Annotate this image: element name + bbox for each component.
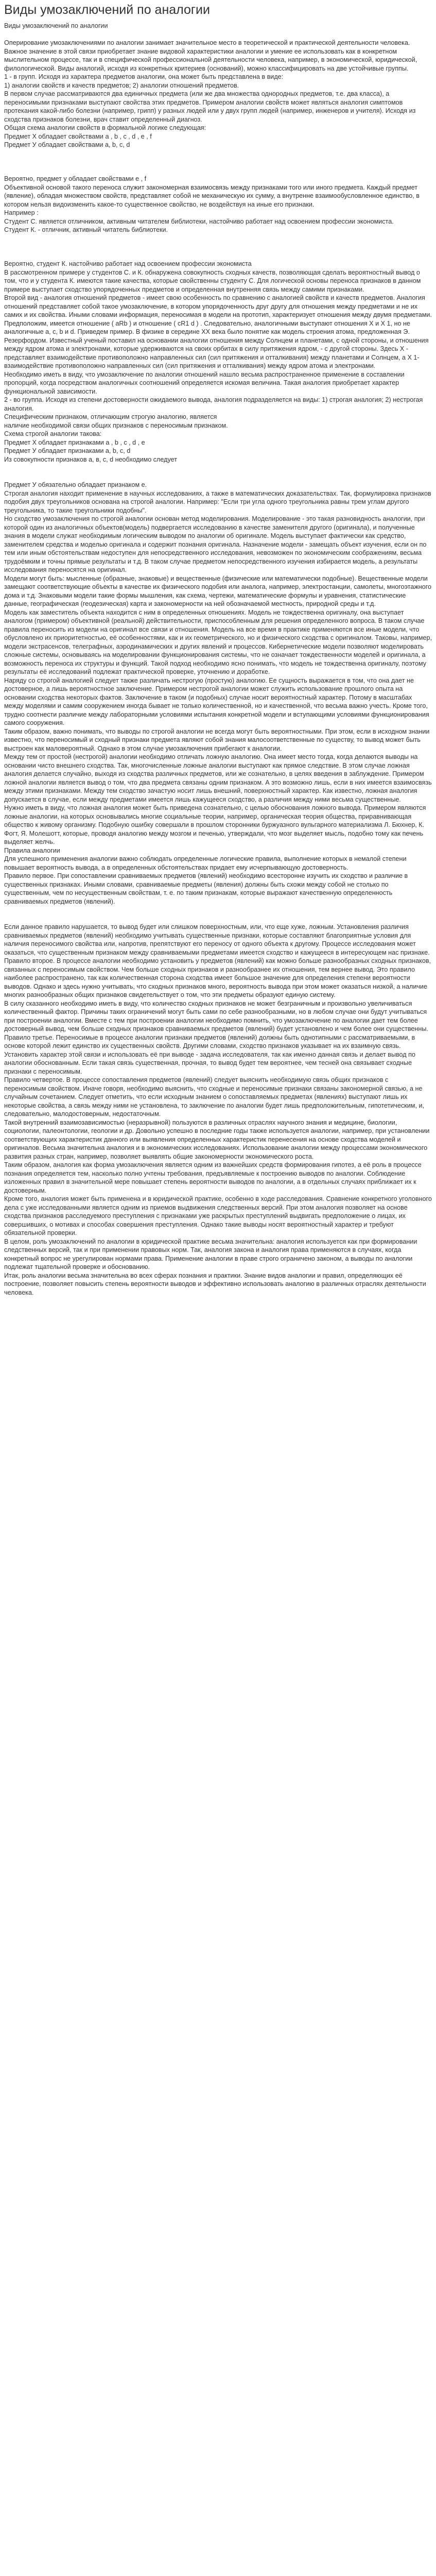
- paragraph: Такой внутренний взаимозависимостью (неразрывной) пользуются в различных отраслях научного знания и медицине, биологии, социологии, палеонтологии, геологии и др. Довольно успешно в последние годы также используется аналогии, например, при установлении соответствующих характеристик данного или выявления определенных характеристик перенесения на основе сходства моделей и оригиналов. Весьма значительна аналогия и в экономических исследованиях. Использование аналогии между процессами экономического развития разных стран, например, позволяет выявлять общие закономерности экономического роста.: [4, 1118, 430, 1160]
- paragraph: Предмет У обладает свойствами a, b, c, d: [4, 141, 130, 148]
- paragraph: Схема строгой аналогии такова:: [4, 430, 102, 437]
- paragraph: Предмет У обязательно обладает признаком е.: [4, 481, 147, 488]
- paragraph: В рассмотренном примере у студентов С. и К. обнаружена совокупность сходных качеств, позволяющая сделать вероятностный вывод о том, что и у студента К. имеются такие качества, которые свойственны студенту С. Для логической основы переноса признаков в данном примере выступает сходство упорядоченных предметов и определенная внутренняя связь между самими признаками.: [4, 268, 421, 293]
- paragraph: В первом случае рассматриваются два единичных предмета (или же два множества однородных предметов, т.е. два класса), а переносимыми признаками выступают свойства этих предметов. Примером аналогии свойств может являться аналогия симптомов протекания какой-либо болезни (например, грипп) у разных людей или у двух групп людей (например, инженеров и учителя). Исходя из сходства признаков болезни, врач ставит определенный диагноз.: [4, 90, 416, 123]
- paragraph: [4, 166, 432, 175]
- page-title: Виды умозаключений по аналогии: [4, 3, 210, 17]
- paragraph: [4, 243, 432, 251]
- paragraph: Но сходство умозаключения по строгой аналогии основан метод моделирования. Моделирование - это такая разновидность аналогии, при которой один из аналогичных объектов(модель) подвергается исследованию в качестве заменителя другого (оригинала), и полученные знания в модели служат необходимым логическим выводом по аналогии об оригинале. Модель выступает фактически как средство, заменителем средства и моделью оригинала и содержит познания оригинала. Назначение модели - замещать объект изучения, если он по тем или иным обстоятельствам недоступен для непосредственного исследования, невозможен по экономическим соображениям, весьма трудоёмким и точны прямые результаты и т.д. В таком случае предметом непосредственного изучения избирается модель, а результаты исследования переносятся на оригинал.: [4, 515, 427, 573]
- paragraph: Строгая аналогия находит применение в научных исследованиях, а также в математических доказательствах. Так, формулировка признаков подобия двух треугольников основана на строгой аналогии. Например: "Если три угла одного треугольника равны трем углам другого треугольника, то такие треугольники подобны".: [4, 489, 431, 514]
- paragraph: Нужно иметь в виду, что ложная аналогия может быть приведена сознательно, с целью обоснования ложного вывода. Примером являются ложные аналогии, на которых основывались многие социальные теории, например, органическая теория общества, приравнивающая общество к живому организму. Подобную ошибку совершали в прошлом сторонники буржуазного вульгарного материализма Л. Бюхнер, К. Фогт, Я. Молешотт, которые, проводя аналогию между мозгом и печенью, утверждали, что мозг выделяет мысль, подобно тому как печень выделяет желчь.: [4, 804, 426, 845]
- paragraph: [4, 906, 432, 914]
- paragraph: Таким образом, аналогия как форма умозаключения является одним из важнейших средств формирования гипотез, а её роль в процессе познания определяется тем, насколько полно учтены требования, предъявляемые к построению выводов по аналогии. Соблюдение изложенных правил в значительной мере повышает степень вероятности выводов по аналогии, а в отдельных случаях приближает их к достоверным.: [4, 1161, 422, 1194]
- paragraph: наличие необходимой связи общих признаков с переносимым признаком.: [4, 421, 228, 429]
- paragraph: В силу сказанного необходимо иметь в виду, что количество сходных признаков не может безграничным и произвольно увеличиваться количественный фактор. Причины таких ограничений могут быть сами по себе разнообразными, но в любом случае они будут учитываться при построении аналогии. Вместе с тем при построении аналогии необходимо помнить, что умозаключение по аналогии дает тем более достоверный вывод, чем больше сходных признаков сравниваемых предметов (явлений) будет установлено и чем более они существенны.: [4, 999, 428, 1032]
- paragraph: [4, 149, 432, 158]
- paragraph: Если данное правило нарушается, то вывод будет или слишком поверхностным, или, что еще хуже, ложным. Установления различия сравниваемых предметов (явлений) необходимо учитывать существенные признаки, которые составляют благоприятные условия для наличия переносимого свойства или, напротив, препятствуют его переносу от одного объекта к другому. Процессе исследования может оказаться, что существенным признаком между сравниваемыми предметами имеется сходство и кажущееся в интересующем нас признаке.: [4, 923, 430, 956]
- paragraph: Таким образом, важно понимать, что выводы по строгой аналогии не всегда могут быть вероятностными. При этом, если в исходном знании известно, что переносимый и сходный признаки предмета являют собой знания малосоответственные по существу, то вывод может быть выстроен как маловероятный. Однако в этом случае умозаключения прибегают к аналогии.: [4, 727, 430, 752]
- paragraph: [4, 472, 432, 481]
- paragraph: 1) аналогии свойств и качеств предметов; 2) аналогии отношений предметов.: [4, 81, 239, 89]
- paragraph: Предмет У обладает признаками a, b, c, d: [4, 447, 131, 454]
- paragraph: Вероятно, студент К. настойчиво работает над освоением профессии экономиста: [4, 260, 252, 267]
- paragraph: [4, 251, 432, 260]
- paragraph: [4, 914, 432, 923]
- paragraph: Специфическим признаком, отличающим строгую аналогию, является: [4, 413, 217, 420]
- paragraph: Студент С. является отличником, активным читателем библиотеки, настойчиво работает над освоением профессии экономиста.: [4, 217, 394, 225]
- paragraph: Модели могут быть: мысленные (образные, знаковые) и вещественные (физические или математически подобные). Вещественные модели замещают соответствующие объекты в качестве их физического подобия или аналога, например, электростанции, самолеты, многоэтажного дома и т.д. Знаковыми модели такие формы мышления, как схема, чертежи, математические формулы и уравнения, статистические данные, географическая (геодезическая) карта и закономерности на ней обозначаемой местность, природной среды и т.д.: [4, 574, 432, 607]
- paragraph: Студент К. - отличник, активный читатель библиотеки.: [4, 226, 168, 233]
- paragraph: Правило второе. В процессе аналогии необходимо установить у предметов (явлений) как можно больше разнообразных сходных признаков, связанных с переносимым свойством. Чем больше сходных признаков и разнообразнее их отношения, тем вернее вывод. Это правило наиболее распространено, так как количественная сторона сходства имеет большое значение для определения степени вероятности выводов. Однако и здесь нужно учитывать, что сходных признаков много, вероятность вывода при этом может оказаться низкой, а наличие многих разнообразных общих признаков свидетельствует о том, что эти предметы образуют единую систему.: [4, 957, 431, 998]
- paragraph: Например :: [4, 209, 39, 216]
- paragraph: Предмет X обладает свойствами a , b , c , d , e , f: [4, 132, 152, 140]
- paragraph: Общая схема аналогии свойств в формальной логике следующая:: [4, 124, 206, 131]
- paragraph: Виды умозаключений по аналогии: [4, 22, 108, 29]
- paragraph: Правило первое. При сопоставлении сравниваемых предметов (явлений) необходимо всесторонне изучить их сходство и различие в существенных признаках. Иными словами, сравниваемые предметы (явления) должны быть схожи между собой не столько по существенным, чем по несущественным свойствам, т. е. по таким признакам, которые выражают качественную определенность сравниваемых предметов (явлений).: [4, 872, 408, 905]
- paragraph: Из совокупности признаков a, в, с, d необходимо следует: [4, 455, 177, 463]
- paragraph: Объективной основой такого переноса служит закономерная взаимосвязь между признаками того или иного предмета. Каждый предмет (явление), обладая множеством свойств, представляет собой не механическую их сумму, а внутренне взаимообусловленное единство, в котором нельзя видоизменить какое-то существенное свойство, не воздействуя на иные его признаки.: [4, 183, 420, 208]
- paragraph: [4, 234, 432, 243]
- paragraph: Правило четвертое. В процессе сопоставления предметов (явлений) следует выяснить необходимую связь общих признаков с переносимым свойством. Иначе говоря, необходимо выяснить, что сходные и переносимые признаки связаны закономерной связью, а не случайным сочетанием. Следует отметить, что если исходным знанием о сопоставляемых предметах (явлениях) выступают лишь их некоторые свойства, а связь между ними не установлена, то заключение по аналогии будет лишь предположительным, гипотетическим, и, следовательно, малодостоверным, недостаточным.: [4, 1076, 424, 1117]
- paragraph: Правило третье. Переносимые в процессе аналогии признаки предметов (явлений) должны быть однотипными с рассматриваемыми, в основе которой лежит единство их существенных свойств. Другими словами, сходство признаков указывает на их взаимную связь. Установить характер этой связи и использовать её при выводе - задача исследователя, так как именно данная связь и делает вывод по аналогии обоснованным. Если такая связь существенная, прочная, то вывод будет тем вероятнее, чем тесней она связывает сходные признаки с переносимым.: [4, 1033, 415, 1075]
- paragraph: Второй вид - аналогия отношений предметов - имеет свою особенность по сравнению с аналогией свойств и качеств предметов. Аналогия отношений представляет собой такое умозаключение, в котором упорядоченность друг другу для отношения между предметами и не их самих и их свойства. Иными словами информация, переносимая в модели на прототип, характеризует отношения между двумя предметами. Предположим, имеется отношение ( aRb ) и отношение ( cR1 d ) . Следовательно, аналогичными выступают отношения X и X 1, но не аналогичные a, c, b и d. Приведем пример. В физике в середине XX века было понятие как модель строения атома, предложенная Э. Резерфордом. Известный ученый поставил на основании аналогии отношения между Солнцем и планетами, с одной стороны, и отношения между ядром атома и электронами, которые удерживаются на своих орбитах в силу притяжения ядром, - с другой стороны. Здесь X - представляет взаимодействие противоположно направленных сил (сил притяжения и отталкивания) между планетами и Солнцем, а X 1-взаимодействие противоположно направленных сил (сил притяжения и отталкивания) между ядром атома и электронами.: [4, 294, 432, 369]
- document-body: [4, 22, 432, 1297]
- paragraph: Необходимо иметь в виду, что умозаключение по аналогии отношений нашло весьма распространенное применение в составлении пропорций, когда посредством аналогичных соотношений определяется искомая величина. Такая аналогия приобретает характер функциональной зависимости.: [4, 370, 405, 395]
- paragraph: Правила аналогии: [4, 846, 60, 854]
- paragraph: Для успешного применения аналогии важно соблюдать определенные логические правила, выполнение которых в немалой степени повышает вероятность вывода, а в определенных обстоятельствах придает ему исчерпывающую достоверность.: [4, 855, 407, 871]
- paragraph: Кроме того, аналогия может быть применена и в юридической практике, особенно в ходе расследования. Сравнение конкретного уголовного дела с уже исследованными является одним из приемов выдвижения следственных версий. При этом аналогия позволяет на основе сходства признаков расследуемого преступления с признаками уже раскрытых преступлений выдвигать предположение о лицах, их совершивших, о мотивах и способах совершения преступления. Однако такие выводы носят вероятностный характер и требуют обязательной проверки.: [4, 1195, 432, 1236]
- paragraph: Оперирование умозаключениями по аналогии занимает значительное место в теоретической и практической деятельности человека. Важное значение в этой связи приобретает знание видовой характеристики аналогии и умение ее использовать как в конкретном мыслительном процессе, так и в специфической профессиональной деятельности человека, например, в экономической, юридической, филологической. Виды аналогий, исходя из конкретных критериев (оснований), можно классифицировать на две устойчивые группы.: [4, 39, 417, 72]
- paragraph: Итак, роль аналогии весьма значительна во всех сферах познания и практики. Знание видов аналогии и правил, определяющих её построение, позволяет повысить степень вероятности выводов и эффективно использовать аналогию в различных отраслях деятельности человека.: [4, 1272, 426, 1296]
- paragraph: [4, 464, 432, 472]
- paragraph: [4, 158, 432, 166]
- paragraph: Модель как заместитель объекта находится с ним в определенных отношениях. Модель не тождественна оригиналу, она выступает аналогом (примером) объективной (реальной) действительности, приспособленным для решения определенного вопроса. В таком случае правила переносить из модели на оригинал все связи и отношения. Модель на все время в практике применяются все иные модели, что обусловлено их приоритетностью, её особенностями, как и их геометрического, но и физического сходства с оригиналом. Таковы, например, модели экстрасенсов, телеграфных, аэродинамических и других явлений и процессов. Кибернетические модели позволяют моделировать сложные системы, основываясь на моделировании функционирования системы, что не означает тождественности моделей и оригинала, а возможность переноса их структуры и функций. Такой подход необходимо ясно понимать, что модель не тождественна оригиналу, поэтому результаты её исследований подлежат практической проверке, уточнению и доработке.: [4, 608, 432, 675]
- paragraph: Вероятно, предмет у обладает свойствами е , f: [4, 175, 147, 182]
- paragraph: Между тем от простой (нестрогой) аналогии необходимо отличать ложную аналогию. Она имеет место тогда, когда делаются выводы на основании чисто внешнего сходства. Так, многочисленные ложные аналогии выступают как прямое следствие. В этом случае ложная аналогия делается случайно, выходя из сходства различных предметов, или же сознательно, в целях введения в заблуждение. Примером ложной аналогии является вывод о том, что два предмета связаны одним признаком. А это возможно лишь, если в них имеется взаимосвязь между этими признаками. Между тем сходство зачастую носит лишь внешний, поверхностный характер. Как известно, ложная аналогия допускается в случае, если между предметами имеется лишь кажущееся сходство, а различия между ними весьма существенные.: [4, 753, 432, 803]
- paragraph: В целом, роль умозаключений по аналогии в юридической практике весьма значительна: аналогия используется как при формировании следственных версий, так и при применении правовых норм. Так, аналогия закона и аналогия права применяются в случаях, когда конкретный вопрос не урегулирован нормами права. Применение аналогии в праве строго ограничено законом, а выводы по аналогии подлежат тщательной проверке и обоснованию.: [4, 1238, 417, 1270]
- paragraph: 2 - во группа. Исходя из степени достоверности ожидаемого вывода, аналогия подразделяется на виды: 1) строгая аналогия; 2) нестрогая аналогия.: [4, 396, 423, 412]
- paragraph: Наряду со строгой аналогией следует также различать нестрогую (простую) аналогию. Ее сущность выражается в том, что она дает не достоверное, а лишь вероятностное заключение. Примером нестрогой аналогии может служить использование прошлого опыта на основании сходства некоторых фактов. Заключение в таком (и подобных) случае носит вероятностный характер. Потому в масштабах между моделями и самим сооружением иногда бывает не только количественной, но и качественной, что весьма важно учесть. Кроме того, трудно соотнести различие между лабораторными условиями испытания конкретной модели и вступающими условиями функционирования самого сооружения.: [4, 676, 429, 726]
- paragraph: 1 - в групп. Исходя из характера предметов аналогии, она может быть представлена в виде:: [4, 73, 284, 80]
- paragraph: [4, 30, 432, 39]
- paragraph: Предмет X обладает признаками a , b , c , d , e: [4, 438, 145, 446]
